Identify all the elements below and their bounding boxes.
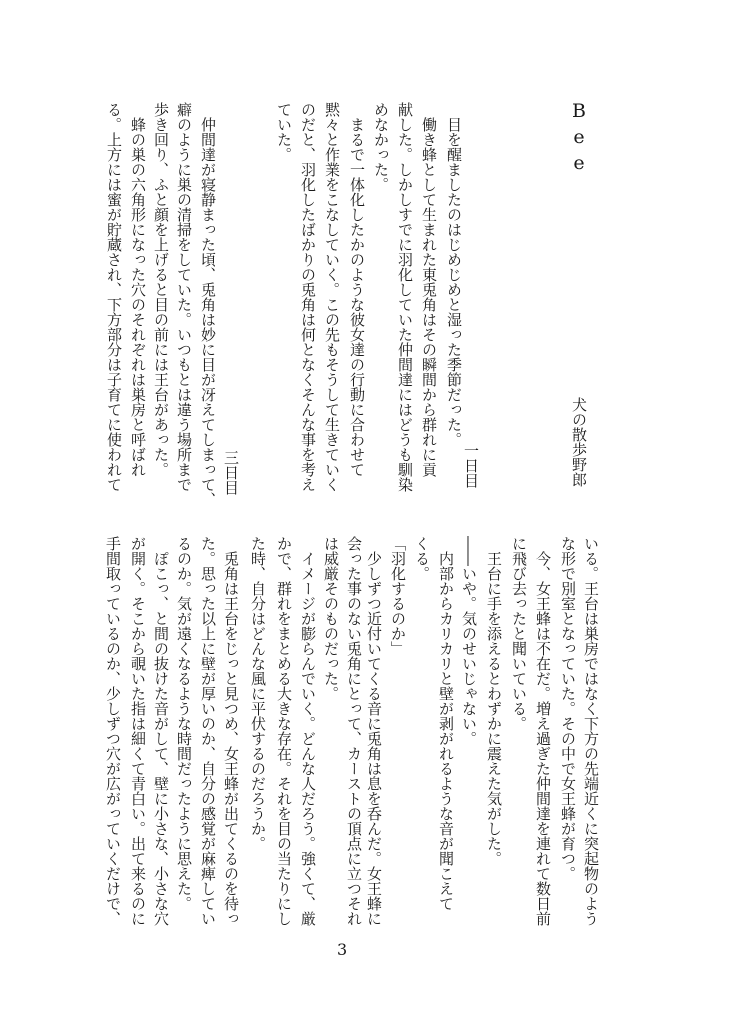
text-line: 歩き回り、ふと顔を上げると目の前には王台があった。 <box>152 102 170 477</box>
story-title: Bee <box>568 100 590 178</box>
text-line: かで、群れをまとめる大きな存在。それを目の当たりにし <box>275 536 293 926</box>
section-heading-day3: 三日目 <box>222 450 240 495</box>
text-line: る。上方には蜜が貯蔵され、下方部分は子育てに使われて <box>105 102 123 492</box>
text-line: 癖のように巣の清掃をしていた。いつもとは違う場所まで <box>175 102 193 492</box>
text-line: 働き蜂として生まれた東兎角はその瞬間から群れに貢 <box>420 117 438 477</box>
text-line: 王台に手を添えるとわずかに震えた気がした。 <box>485 551 503 866</box>
text-line: 黙々と作業をこなしていく。この先もそうして生きていく <box>323 102 341 492</box>
author-name: 犬の散歩野郎 <box>570 397 588 487</box>
text-line: 蜂の巣の六角形になった穴のそれぞれは巣房と呼ばれ <box>129 117 147 477</box>
text-line: 「羽化するのか」 <box>389 536 407 656</box>
section-heading-day1: 一日目 <box>462 443 480 488</box>
text-line: るのか。気が遠くなるような時間だったように思えた。 <box>175 536 193 911</box>
text-line: 目を醒ましたのはじめじめと湿った季節だった。 <box>445 117 463 447</box>
text-line: 仲間達が寝静まった頃、兎角は妙に目が冴えてしまって、 <box>199 117 217 507</box>
text-line: が開く。そこから覗いた指は細くて青白い。出て来るのに <box>129 536 147 926</box>
text-line: まるで一体化したかのような彼女達の行動に合わせて <box>348 117 366 477</box>
text-line: 会った事のない兎角にとって、カーストの頂点に立つそれ <box>345 536 363 926</box>
text-line: 内部からカリカリと壁が剥がれるような音が聞こえて <box>437 551 455 911</box>
text-line: に飛び去ったと聞いている。 <box>510 536 528 731</box>
text-line: めなかった。 <box>372 102 390 192</box>
text-line: ぽこっ、と間の抜けた音がして、壁に小さな、小さな穴 <box>152 551 170 926</box>
text-line: は威厳そのものだった。 <box>322 536 340 701</box>
text-line: 今、女王蜂は不在だ。増え過ぎた仲間達を連れて数日前 <box>534 551 552 926</box>
text-line: 兎角は王台をじっと見つめ、女王蜂が出てくるのを待っ <box>222 551 240 926</box>
text-line: ていた。 <box>275 102 293 162</box>
text-line: くる。 <box>413 536 431 581</box>
text-line: 手間取っているのか、少しずつ穴が広がっていくだけで、 <box>104 536 122 926</box>
page-number: 3 <box>337 940 348 959</box>
text-line: ――いや。気のせいじゃない。 <box>460 536 478 746</box>
text-line: のだと、羽化したばかりの兎角は何となくそんな事を考え <box>299 102 317 492</box>
text-line: な形で別室となっていた。その中で女王蜂が育つ。 <box>559 536 577 881</box>
text-line: た時、自分はどんな風に平伏するのだろうか。 <box>249 536 267 851</box>
text-line: 献した。しかしすでに羽化していた仲間達にはどうも馴染 <box>396 102 414 492</box>
text-line: た。思った以上に壁が厚いのか、自分の感覚が麻痺してい <box>199 536 217 926</box>
text-line: イメージが膨らんでいく。どんな人だろう。強くて、厳 <box>299 551 317 926</box>
text-line: 少しずつ近付いてくる音に兎角は息を呑んだ。女王蜂に <box>365 551 383 926</box>
text-line: いる。王台は巣房ではなく下方の先端近くに突起物のよう <box>582 536 600 926</box>
